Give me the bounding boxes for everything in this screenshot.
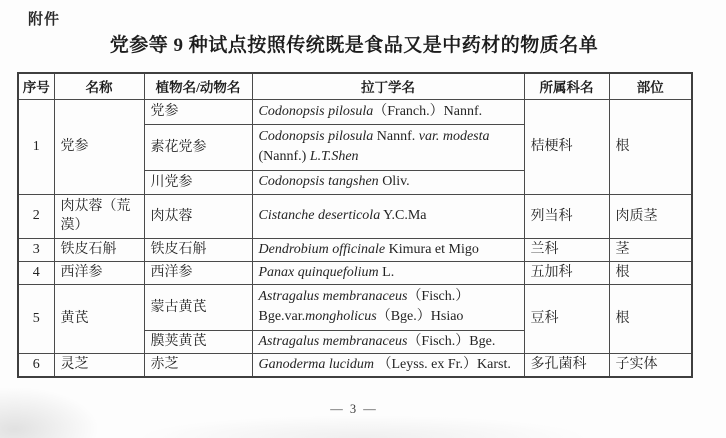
table-row: [18, 99, 692, 124]
cell-latin: [252, 194, 524, 238]
cell-no: 4: [18, 261, 54, 284]
latin-italic-segment: Astragalus membranaceus: [258, 333, 408, 349]
latin-italic-segment: Codonopsis tangshen: [258, 174, 379, 189]
header-name: 名称: [54, 73, 144, 99]
latin-regular-segment: （Fisch.）Bge.: [407, 333, 496, 349]
cell-name: 灵芝: [54, 353, 144, 377]
latin-italic-segment: Astragalus membranaceus: [258, 289, 408, 304]
cell-plant: 川党参: [144, 170, 252, 194]
table-row: [18, 238, 692, 261]
cell-latin: [252, 124, 524, 170]
latin-italic-segment: mongholicus: [305, 309, 377, 324]
latin-regular-segment: （Fisch.）Bge.var.: [258, 289, 470, 324]
attachment-label: 附件: [28, 12, 61, 28]
latin-regular-segment: Oliv.: [378, 174, 410, 189]
latin-italic-segment: L.T.Shen: [309, 149, 359, 164]
header-family: 所属科名: [524, 73, 609, 99]
latin-regular-segment: Nannf.: [373, 129, 419, 144]
table-row: [18, 353, 692, 377]
latin-italic-segment: var. modesta: [418, 129, 490, 144]
cell-latin: [252, 238, 524, 261]
cell-name: 党参: [54, 99, 144, 194]
cell-family: 豆科: [524, 284, 609, 353]
table-row: [18, 261, 692, 284]
cell-latin: [252, 99, 524, 124]
cell-part: 子实体: [609, 353, 692, 377]
cell-latin: [252, 353, 524, 377]
cell-family: 列当科: [524, 194, 609, 238]
header-plant: 植物名/动物名: [144, 73, 252, 99]
cell-family: 兰科: [524, 238, 609, 261]
latin-italic-segment: Codonopsis pilosula: [258, 103, 374, 119]
cell-name: 肉苁蓉（荒漠）: [54, 194, 144, 238]
cell-latin: [252, 261, 524, 284]
cell-no: 6: [18, 353, 54, 377]
header-no: 序号: [18, 73, 54, 99]
latin-regular-segment: Y.C.Ma: [380, 208, 427, 223]
latin-regular-segment: （Franch.）Nannf.: [373, 103, 483, 119]
cell-plant: 膜荚黄芪: [144, 330, 252, 353]
cell-plant: 肉苁蓉: [144, 194, 252, 238]
latin-regular-segment: L.: [378, 264, 395, 280]
latin-regular-segment: (Nannf.): [258, 149, 310, 164]
cell-latin: [252, 330, 524, 353]
table-header-row: [18, 73, 692, 99]
cell-no: 5: [18, 284, 54, 353]
page-title: 党参等 9 种试点按照传统既是食品又是中药材的物质名单: [109, 35, 599, 56]
table-row: [18, 194, 692, 238]
cell-name: 西洋参: [54, 261, 144, 284]
cell-part: 根: [609, 99, 692, 194]
cell-plant: 赤芝: [144, 353, 252, 377]
cell-part: 根: [609, 284, 692, 353]
header-latin: 拉丁学名: [252, 73, 524, 99]
header-part: 部位: [609, 73, 692, 99]
cell-latin: [252, 170, 524, 194]
latin-regular-segment: Kimura et Migo: [385, 241, 479, 257]
cell-plant: 蒙古黄芪: [144, 284, 252, 330]
latin-italic-segment: Panax quinquefolium: [258, 264, 379, 280]
cell-name: 铁皮石斛: [54, 238, 144, 261]
table-row: [18, 284, 692, 330]
cell-plant: 素花党参: [144, 124, 252, 170]
cell-no: 3: [18, 238, 54, 261]
cell-latin: [252, 284, 524, 330]
cell-name: 黄芪: [54, 284, 144, 353]
latin-regular-segment: （Bge.）Hsiao: [376, 309, 464, 324]
cell-family: 桔梗科: [524, 99, 609, 194]
latin-italic-segment: Ganoderma lucidum: [258, 356, 374, 372]
cell-part: 茎: [609, 238, 692, 261]
cell-no: 2: [18, 194, 54, 238]
cell-no: 1: [18, 99, 54, 194]
latin-italic-segment: Codonopsis pilosula: [258, 129, 374, 144]
substances-table: [17, 72, 693, 378]
latin-italic-segment: Cistanche deserticola: [258, 208, 381, 223]
cell-family: 五加科: [524, 261, 609, 284]
cell-plant: 西洋参: [144, 261, 252, 284]
cell-family: 多孔菌科: [524, 353, 609, 377]
latin-italic-segment: Dendrobium officinale: [258, 241, 386, 257]
cell-part: 肉质茎: [609, 194, 692, 238]
page-number: — 3 —: [330, 402, 378, 416]
cell-part: 根: [609, 261, 692, 284]
cell-plant: 党参: [144, 99, 252, 124]
latin-regular-segment: （Leyss. ex Fr.）Karst.: [374, 356, 511, 372]
cell-plant: 铁皮石斛: [144, 238, 252, 261]
